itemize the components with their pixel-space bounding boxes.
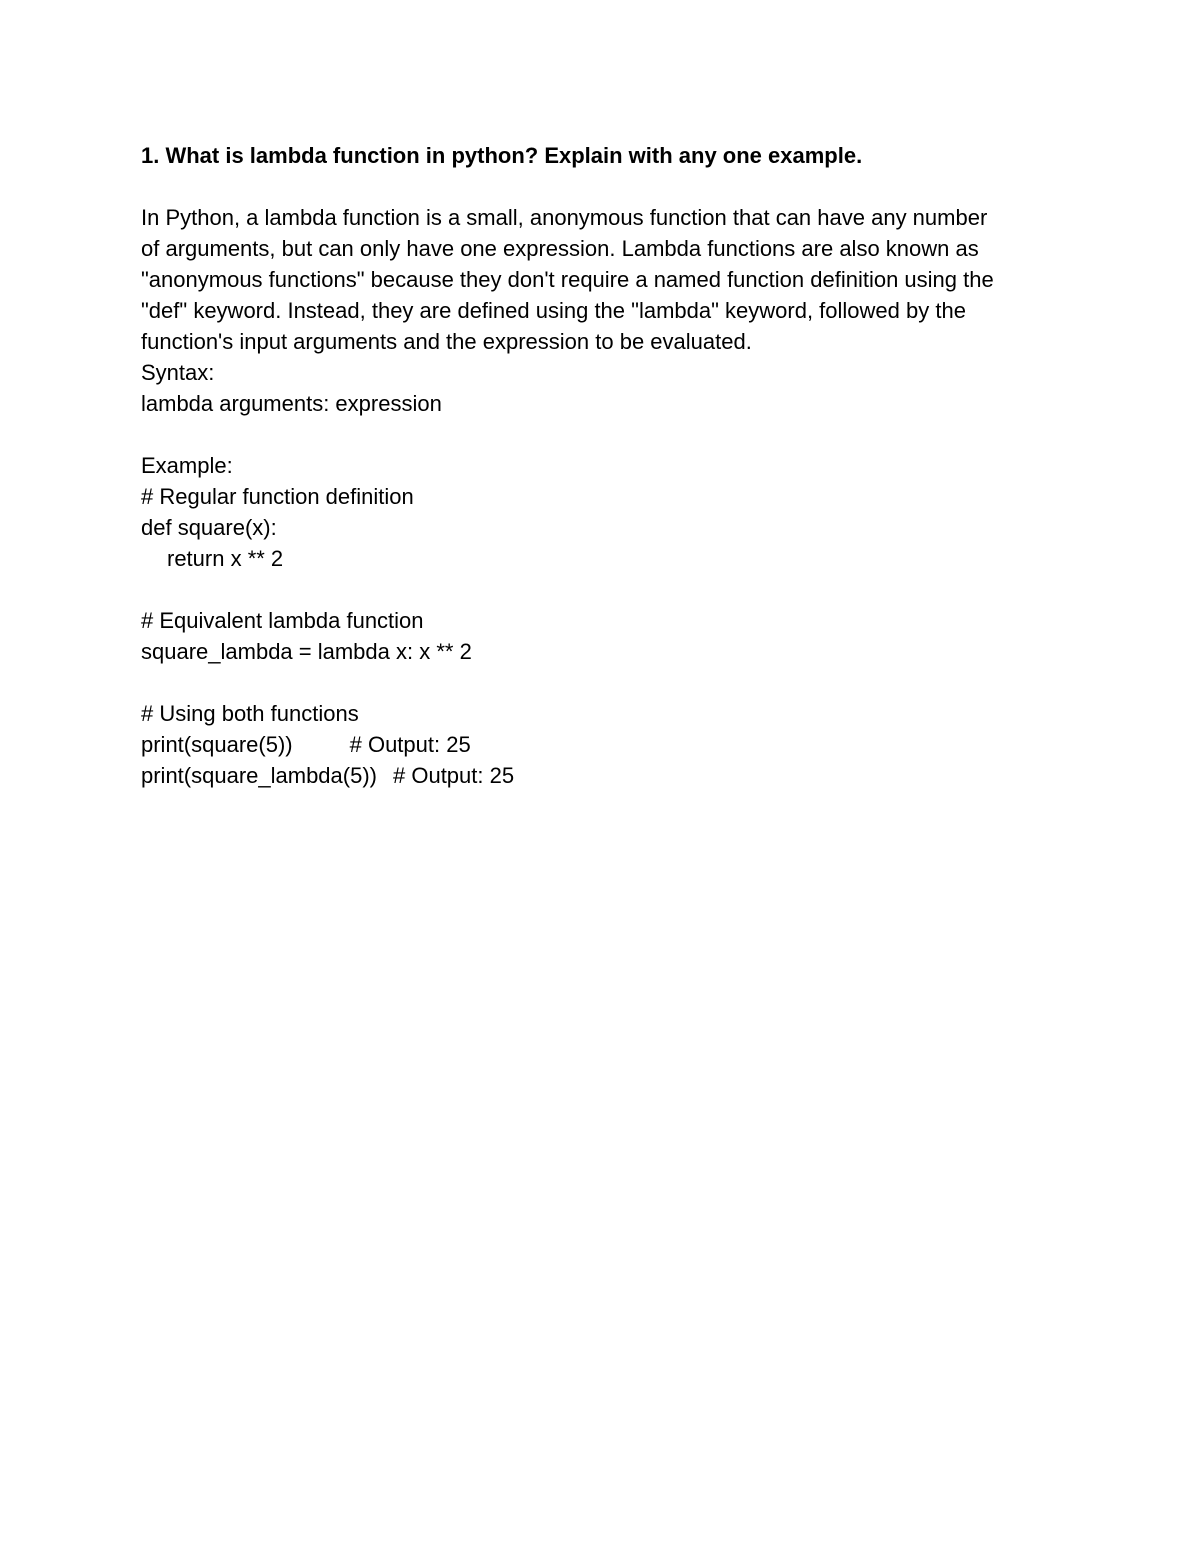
syntax-label: Syntax:	[141, 360, 215, 385]
intro-line: "anonymous functions" because they don't require a named function definition using the	[141, 267, 994, 292]
syntax-value: lambda arguments: expression	[141, 391, 442, 416]
spacer	[141, 419, 1081, 450]
code-comment-regular: # Regular function definition	[141, 484, 414, 509]
code-print-square-comment: # Output: 25	[349, 732, 471, 757]
code-comment-usage: # Using both functions	[141, 701, 359, 726]
code-return-line: return x ** 2	[167, 546, 284, 571]
spacer	[141, 171, 1081, 202]
code-def-square: def square(x):	[141, 515, 277, 540]
code-lambda-def: square_lambda = lambda x: x ** 2	[141, 639, 472, 664]
answer-intro-paragraph	[141, 202, 1081, 357]
example-label: Example:	[141, 453, 233, 478]
intro-line: "def" keyword. Instead, they are defined using the "lambda" keyword, followed by the	[141, 298, 966, 323]
code-print-square-line	[141, 729, 1081, 760]
intro-line: In Python, a lambda function is a small, anonymous function that can have any number	[141, 205, 988, 230]
code-comment-lambda: # Equivalent lambda function	[141, 608, 424, 633]
spacer	[141, 574, 1081, 605]
code-print-lambda-call: print(square_lambda(5))	[141, 763, 377, 788]
spacer	[141, 667, 1081, 698]
document-page	[141, 140, 1081, 791]
code-print-square-call: print(square(5))	[141, 732, 293, 757]
code-print-lambda-line	[141, 760, 1081, 791]
code-print-lambda-comment: # Output: 25	[393, 763, 515, 788]
question-heading: 1. What is lambda function in python? Explain with any one example.	[141, 143, 863, 168]
intro-line: function's input arguments and the expression to be evaluated.	[141, 329, 752, 354]
intro-line: of arguments, but can only have one expression. Lambda functions are also known as	[141, 236, 979, 261]
